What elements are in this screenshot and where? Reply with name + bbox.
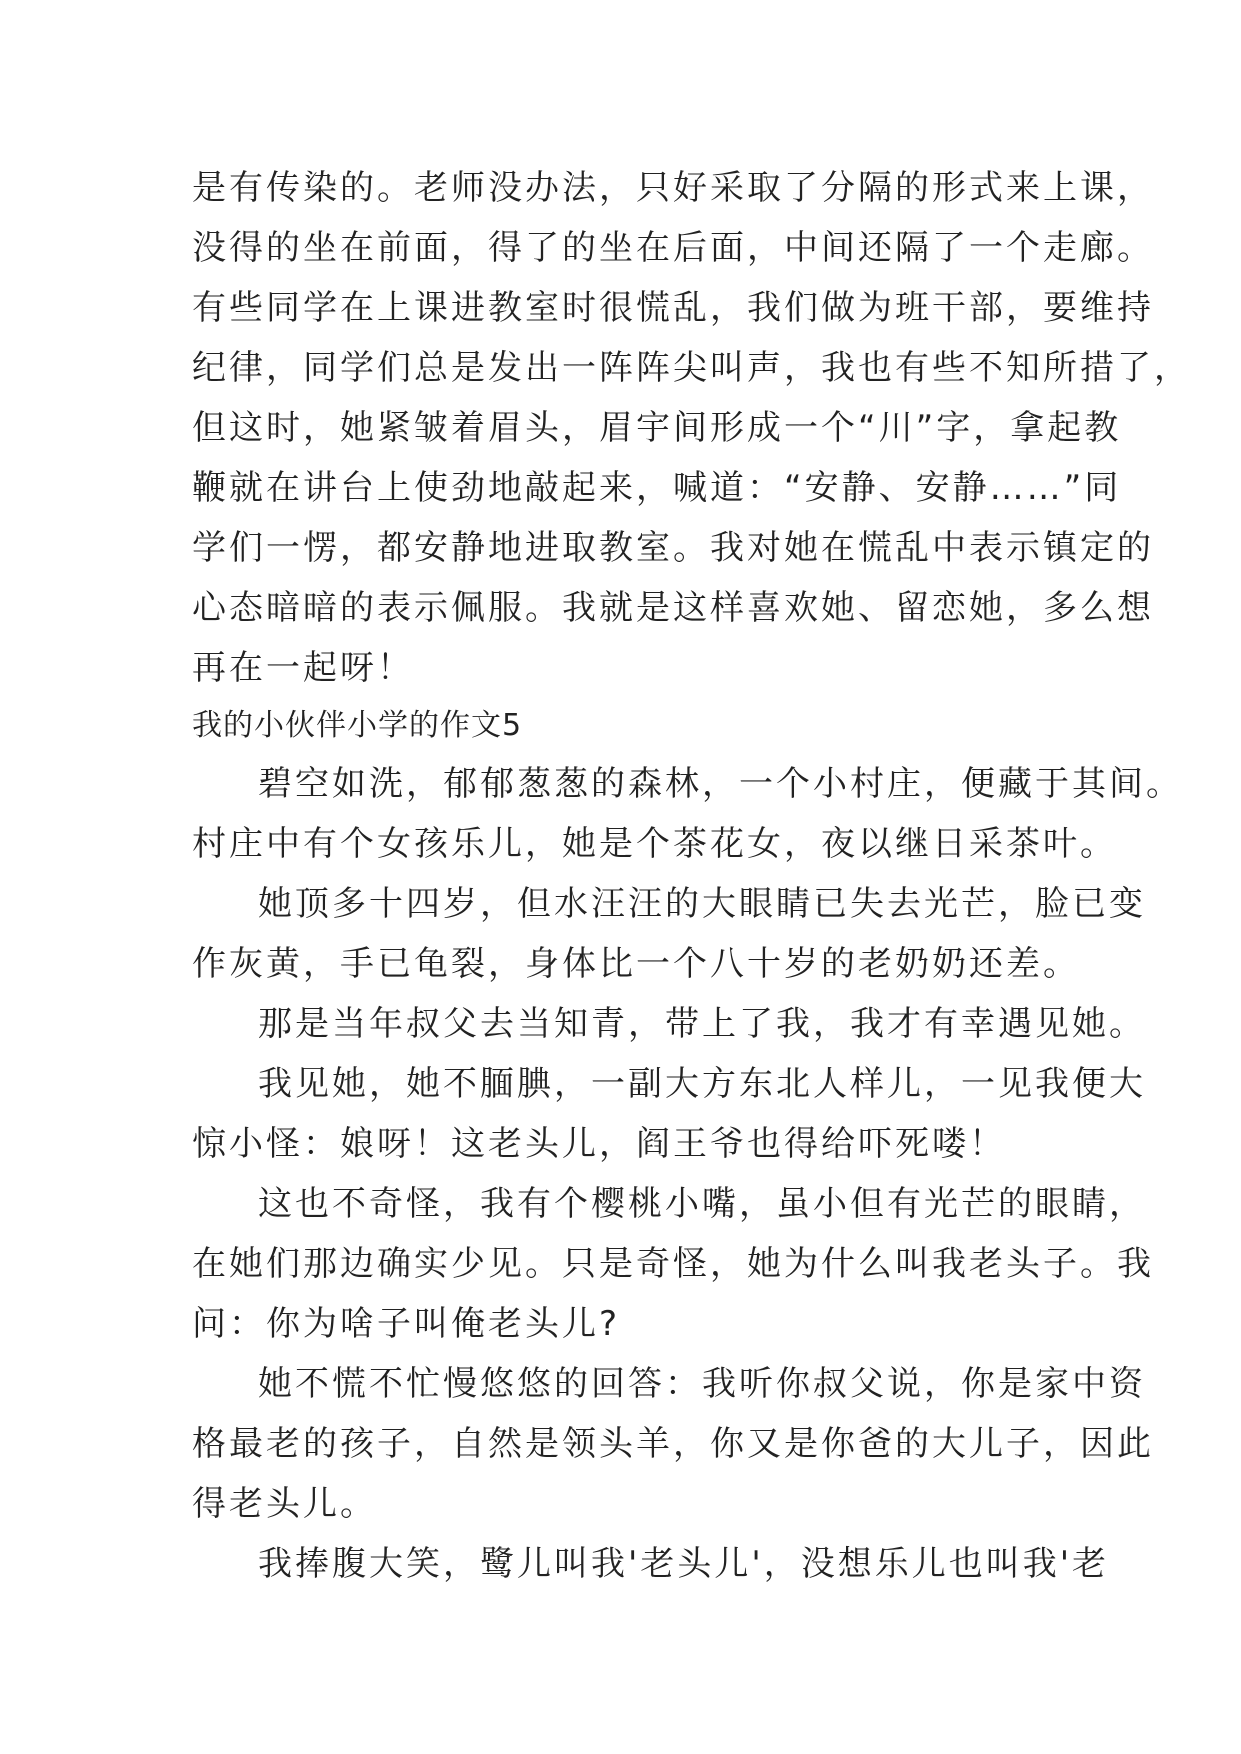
text-line: 有些同学在上课进教室时很慌乱，我们做为班干部，要维持 [192, 288, 1154, 328]
section-heading: 我的小伙伴小学的作文5 [192, 708, 523, 743]
text-line: 村庄中有个女孩乐儿，她是个茶花女，夜以继日采茶叶。 [192, 824, 1117, 864]
text-line: 问：你为啥子叫俺老头儿? [192, 1304, 621, 1344]
text-line: 鞭就在讲台上使劲地敲起来，喊道：“安静、安静……”同 [192, 468, 1122, 508]
paragraph-start: 她顶多十四岁，但水汪汪的大眼睛已失去光芒，脸已变 [258, 884, 1146, 924]
text-line: 是有传染的。老师没办法，只好采取了分隔的形式来上课， [192, 168, 1154, 208]
text-line: 得老头儿。 [192, 1484, 377, 1524]
text-line: 没得的坐在前面，得了的坐在后面，中间还隔了一个走廊。 [192, 228, 1154, 268]
text-line: 但这时，她紧皱着眉头，眉宇间形成一个“川”字，拿起教 [192, 408, 1122, 448]
paragraph-start: 那是当年叔父去当知青，带上了我，我才有幸遇见她。 [258, 1004, 1146, 1044]
paragraph-start: 这也不奇怪，我有个樱桃小嘴，虽小但有光芒的眼睛， [258, 1184, 1146, 1224]
text-line: 心态暗暗的表示佩服。我就是这样喜欢她、留恋她，多么想 [192, 588, 1154, 628]
paragraph-start: 碧空如洗，郁郁葱葱的森林，一个小村庄，便藏于其间。 [258, 764, 1183, 804]
text-line: 在她们那边确实少见。只是奇怪，她为什么叫我老头子。我 [192, 1244, 1154, 1284]
text-line: 再在一起呀！ [192, 648, 414, 688]
text-line: 格最老的孩子，自然是领头羊，你又是你爸的大儿子，因此 [192, 1424, 1154, 1464]
paragraph-start: 我捧腹大笑，鹭儿叫我'老头儿'，没想乐儿也叫我'老 [258, 1544, 1110, 1584]
paragraph-start: 我见她，她不腼腆，一副大方东北人样儿，一见我便大 [258, 1064, 1146, 1104]
text-line: 作灰黄，手已龟裂，身体比一个八十岁的老奶奶还差。 [192, 944, 1080, 984]
paragraph-start: 她不慌不忙慢悠悠的回答：我听你叔父说，你是家中资 [258, 1364, 1146, 1404]
text-line: 惊小怪：娘呀！这老头儿，阎王爷也得给吓死喽！ [192, 1124, 1006, 1164]
text-line: 学们一愣，都安静地进取教室。我对她在慌乱中表示镇定的 [192, 528, 1154, 568]
text-line: 纪律，同学们总是发出一阵阵尖叫声，我也有些不知所措了， [192, 348, 1191, 388]
